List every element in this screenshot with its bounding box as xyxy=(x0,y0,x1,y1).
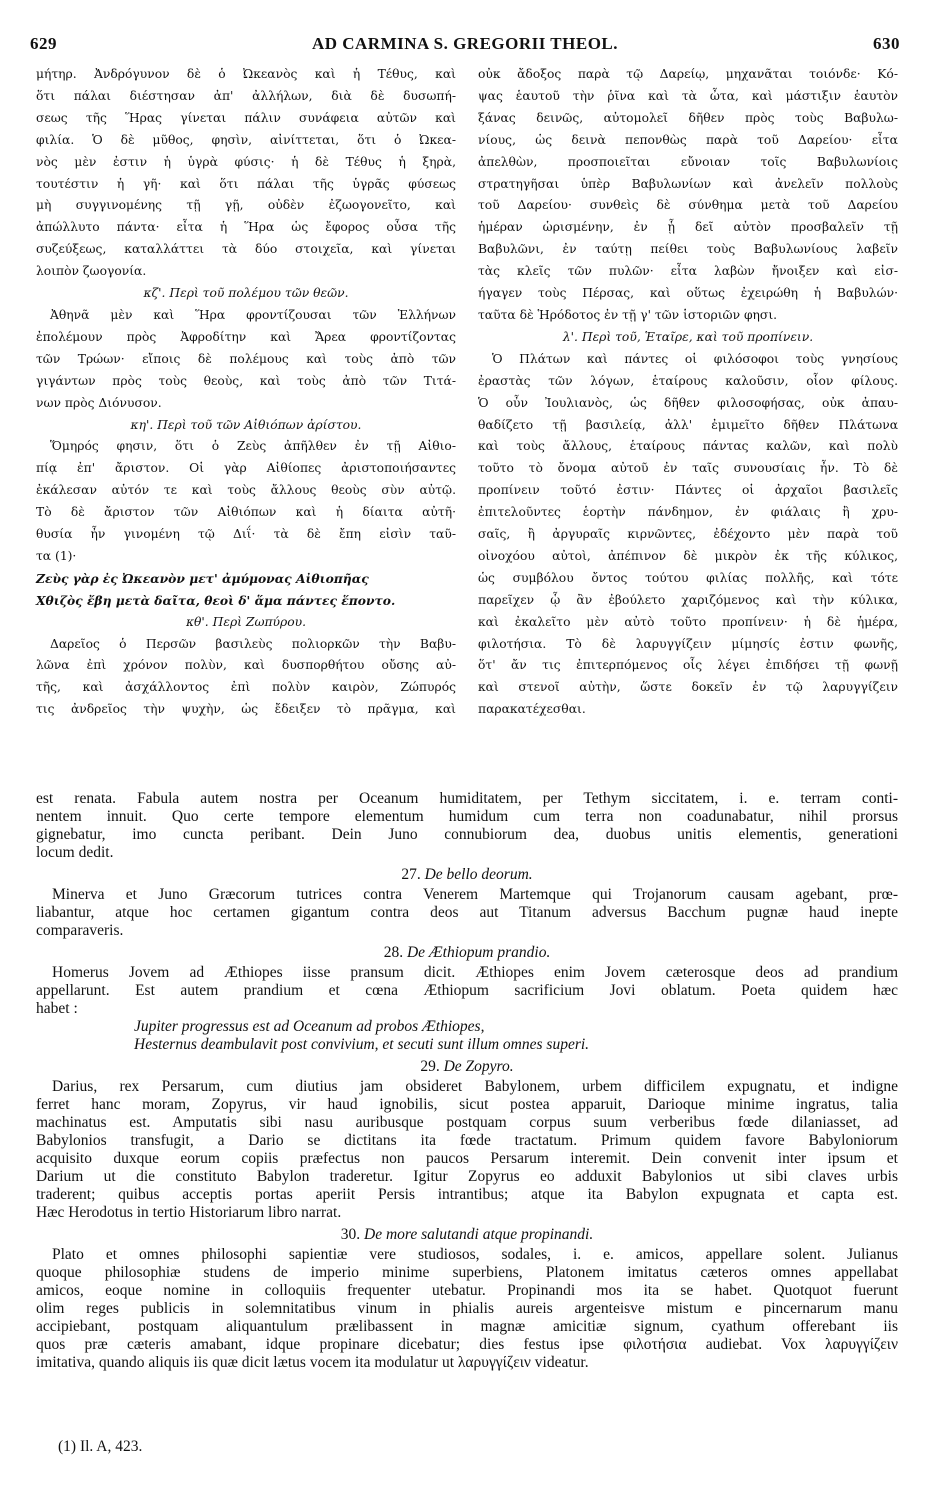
running-header xyxy=(30,34,900,58)
text-line: ὡς συμβόλου ὄντος τούτου φιλίας πολλῆς, καὶ τότε xyxy=(478,570,898,585)
text-line: στρατηγῆσαι ὑπὲρ Βαβυλωνίων καὶ ἀνελεῖν πολλοὺς xyxy=(478,176,898,191)
text-line: Δαρεῖος ὁ Περσῶν βασιλεὺς πολιορκῶν τὴν Βαβυ- xyxy=(50,636,456,651)
text-line: καὶ στενοῖ αὐτὴν, ὥστε δοκεῖν ἐν τῷ λαρυγγίζειν xyxy=(478,680,898,695)
text-line: οὐκ ἄδοξος παρὰ τῷ Δαρείῳ, μηχανᾶται τοιόνδε· Κό- xyxy=(478,67,898,81)
text-line: πίᾳ ἐπ' ἄριστον. Οἱ γὰρ Αἰθίοπες ἀριστοποιήσαντες xyxy=(36,461,456,476)
text-line: Plato et omnes philosophi sapientiæ vere studiosos, sodales, i. e. amicos, appellare solent. Julianus xyxy=(52,1246,898,1263)
text-line: ὅτ' ἄν τις ἐπιτερπόμενος οἷς λέγει ἐπιδήσει τῇ φωνῇ xyxy=(478,658,898,673)
text-line: παρεῖχεν ᾧ ἂν ἐβούλετο χαριζόμενος καὶ τὴν κύλικα, xyxy=(478,592,898,607)
text-line: τα (1)· xyxy=(36,548,77,563)
text-line: habet : xyxy=(36,1000,78,1017)
text-line: ταῦτα δὲ Ἡρόδοτος ἐν τῇ γ' τῶν ἱστοριῶν φησι. xyxy=(478,307,778,322)
text-line: Darius, rex Persarum, cum diutius jam obsideret Babylonem, urbem difficilem expugnatu, et indigne xyxy=(52,1078,898,1095)
footnote: (1) Il. A, 423. xyxy=(58,1438,143,1455)
text-line: Babylonios transfugit, a Dario se dictitans ita fœde tractatum. Primum quidem favore Babyloniorum xyxy=(36,1132,898,1149)
text-line: liabantur, atque hoc certamen gigantum contra deos aut Titanum adversus Bacchum pugnæ haud inepte xyxy=(36,904,898,921)
text-line: Ἀθηνᾶ μὲν καὶ Ἥρα φροντίζουσαι τῶν Ἑλλήνων xyxy=(50,307,456,322)
text-line: καὶ ἐκαλεῖτο μὲν αὐτὸ τοῦτο προπίνειν· ἡ δὲ ἡμέρα, xyxy=(478,614,898,629)
text-line: Minerva et Juno Græcorum tutrices contra Venerem Martemque qui Trojanorum causam agebant, prœ- xyxy=(52,886,898,903)
text-line: nentem innuit. Quo certe tempore elementum humidum cum terra non coadunabatur, nihil prorsus xyxy=(36,808,898,825)
section-title: De more salutandi atque propinandi. xyxy=(364,1226,594,1243)
text-line: Τὸ δὲ ἄριστον τῶν Αἰθιόπων καὶ ἡ δίαιτα αὐτῆ· xyxy=(36,505,456,520)
text-line: ψας ἑαυτοῦ τὴν ῥῖνα καὶ τὰ ὦτα, καὶ μάστιξιν ἑαυτὸν xyxy=(478,88,898,103)
verse-line: Hesternus deambulavit post convivium, et secuti sunt illum omnes superi. xyxy=(134,1036,590,1053)
text-line: γιγάντων πρὸς τοὺς θεοὺς, καὶ τοὺς ἀπὸ τῶν Τιτά- xyxy=(36,373,456,388)
text-line: φιλία. Ὁ δὲ μῦθος, φησὶν, αἰνίττεται, ὅτι ὁ Ὠκεα- xyxy=(36,132,456,147)
text-line: acquisito duxque eorum copiis præfectus non paucos Persarum interemit. Dein convenit inter ipsum et xyxy=(36,1150,898,1167)
text-line: imitativa, quando aliquis iis quæ dicit lætus vocem ita modulatur ut λαρυγγίζειν videatur. xyxy=(36,1354,589,1371)
text-line: ἀπώλλυτο πάντα· εἶτα ἡ Ἥρα ὡς ἔφορος οὖσα τῆς xyxy=(36,220,456,235)
text-line: τοῦτο τὸ ὄνομα αὐτοῦ ἐν ταῖς συνουσίαις ἦν. Τὸ δὲ xyxy=(478,461,898,476)
text-line: est renata. Fabula autem nostra per Oceanum humiditatem, per Tethym siccitatem, i. e. terram conti- xyxy=(36,790,898,807)
running-title: AD CARMINA S. GREGORII THEOL. xyxy=(311,34,619,53)
page-number-left: 629 xyxy=(30,34,57,53)
text-line: θαδίζετο τῇ βασιλείᾳ, ἀλλ' ἐμιμεῖτο δῆθεν Πλάτωνα xyxy=(478,417,898,432)
text-line: Ὅμηρός φησιν, ὅτι ὁ Ζεὺς ἀπῆλθεν ἐν τῇ Αἰθιο- xyxy=(50,439,456,454)
text-line: μήτηρ. Ἀνδρόγυνον δὲ ὁ Ὠκεανὸς καὶ ἡ Τέθυς, καὶ xyxy=(36,67,456,81)
section-heading xyxy=(36,944,898,962)
text-line: quoque philosophiæ studens de imperio minime superbiens, Platonem imitatus cæteros omnes appellabat xyxy=(36,1264,898,1281)
text-line: ἐκάλεσαν αὐτόν τε καὶ τοὺς ἄλλους θεοὺς σὺν αὐτῷ. xyxy=(36,483,456,498)
section-heading xyxy=(36,866,898,884)
text-line: quos præ cæteris amabant, idque propinare dicebatur; dies festus ipse φιλοτήσια audiebat. Vox λαρυγγίζειν xyxy=(36,1336,898,1353)
text-line: olim reges publicis in solemnitatibus vinum in phialis aureis argenteisve mistum e pincernarum manu xyxy=(36,1300,898,1317)
text-line: ἀπελθὼν, προσποιεῖται εὔνοιαν τοῖς Βαβυλωνίοις xyxy=(478,154,898,169)
text-line: machinatus est. Amputatis sibi nasu auribusque postquam corpus suum verberibus fœde dilaniasset, ad xyxy=(36,1114,898,1131)
section-number: 28. xyxy=(383,944,404,961)
text-line: ξάνας δεινῶς, αὐτομολεῖ δῆθεν πρὸς τοὺς Βαβυλω- xyxy=(478,110,898,125)
text-line: θυσία ἦν γινομένη τῷ Διΐ· τὰ δὲ ἔπη εἰσὶν ταῦ- xyxy=(36,527,456,542)
text-line: locum dedit. xyxy=(36,844,114,861)
text-line: Homerus Jovem ad Æthiopes iisse pransum dicit. Æthiopes enim Jovem cæterosque deos ad prandium xyxy=(52,964,898,981)
section-title: De bello deorum. xyxy=(424,866,533,883)
text-line: μὴ συγγινομένης τῇ γῇ, οὐδὲν ἐζωογονεῖτο, καὶ xyxy=(36,198,456,213)
section-heading: κη'. Περὶ τοῦ τῶν Αἰθιόπων ἀρίστου. xyxy=(130,417,362,432)
text-line: τουτέστιν ἡ γῆ· καὶ ὅτι πάλαι τῆς ὑγρᾶς φύσεως xyxy=(36,176,456,191)
text-line: σαῖς, ἢ ἀργυραῖς κιρνῶντες, ἐδέχοντο μὲν παρὰ τοῦ xyxy=(478,527,898,542)
text-line: amicos, eoque nomine in colloquiis frequenter utebatur. Propinandi mos ita se habet. Quotquot fuerunt xyxy=(36,1282,898,1299)
text-line: τις ἀνδρεῖος τὴν ψυχὴν, ὡς ἔδειξεν τὸ πρᾶγμα, καὶ xyxy=(36,702,456,717)
text-line: ἡμέραν ὡρισμένην, ἐν ᾗ δεῖ αὐτὸν προσβαλεῖν τῇ xyxy=(478,220,898,235)
text-line: comparaveris. xyxy=(36,922,124,939)
text-line: καὶ τοὺς ἄλλους, ἑταίρους πάντας καλῶν, καὶ πολὺ xyxy=(478,439,898,454)
text-line: προπίνειν τοῦτό ἐστιν· Πάντες οἱ ἀρχαῖοι βασιλεῖς xyxy=(478,483,898,498)
greek-column-right xyxy=(478,64,898,721)
section-title: De Æthiopum prandio. xyxy=(406,944,551,961)
page-number-right: 630 xyxy=(873,34,900,53)
text-line: Βαβυλῶνι, ἐν ταύτῃ πείθει τοὺς Βαβυλωνίους λαβεῖν xyxy=(478,242,898,257)
text-line: ὅτι πάλαι διέστησαν ἀπ' ἀλλήλων, διὰ δὲ δυσωπή- xyxy=(36,88,456,103)
text-line: Darium ut die constituto Babylon traderetur. Igitur Zopyrus eo adduxit Babylonios ut sibi claves urbis xyxy=(36,1168,898,1185)
section-heading xyxy=(36,1226,898,1244)
text-line: λῶνα ἐπὶ χρόνον πολὺν, καὶ δυσπορθήτου οὔσης αὐ- xyxy=(36,658,456,673)
section-title: De Zopyro. xyxy=(443,1058,514,1075)
section-heading: κζ'. Περὶ τοῦ πολέμου τῶν θεῶν. xyxy=(143,286,349,301)
text-line: gignebatur, imo cuncta peribant. Dein Juno connubiorum dea, duobus unitis elementis, generationi xyxy=(36,826,898,843)
section-number: 27. xyxy=(401,866,421,883)
verse-line: Jupiter progressus est ad Oceanum ad probos Æthiopes, xyxy=(134,1018,485,1035)
text-line: ἐραστὰς τῶν λόγων, ἑταίρους καλοῦσιν, οἷον φίλους. xyxy=(478,373,898,388)
section-number: 29. xyxy=(420,1058,440,1075)
text-line: Ὁ οὖν Ἰουλιανὸς, ὡς δῆθεν φιλοσοφήσας, οὐκ ἀπαυ- xyxy=(478,395,898,410)
text-line: νων πρὸς Διόνυσον. xyxy=(36,395,162,410)
text-line: Ὁ Πλάτων καὶ πάντες οἱ φιλόσοφοι τοὺς γνησίους xyxy=(492,351,898,366)
section-heading: κθ'. Περὶ Ζωπύρου. xyxy=(185,614,307,629)
text-line: φιλοτήσια. Τὸ δὲ λαρυγγίζειν μίμησίς ἐστιν φωνῆς, xyxy=(478,636,898,651)
text-line: accipiebant, postquam aliquantulum prælibassent in magnæ amicitiæ signum, cyathum offerebant iis xyxy=(36,1318,898,1335)
text-line: συζεύξεως, καταλλάττει τὰ δύο στοιχεῖα, καὶ γίνεται xyxy=(36,242,456,257)
text-line: οἰνοχόου αὐτοὶ, ἀπέπινον δὲ μικρὸν ἐκ τῆς κύλικος, xyxy=(478,548,898,563)
section-heading: λ'. Περὶ τοῦ, Ἑταῖρε, καὶ τοῦ προπίνειν. xyxy=(562,329,814,344)
text-line: τοῦ Δαρείου· συνθεὶς δὲ σύνθημα μετὰ τοῦ Δαρείου xyxy=(478,198,898,213)
text-line: Χθιζὸς ἔβη μετὰ δαῖτα, θεοὶ δ' ἅμα πάντες ἕποντο. xyxy=(36,592,396,608)
greek-text-block xyxy=(36,64,898,774)
text-line: Hæc Herodotus in tertio Historiarum libro narrat. xyxy=(36,1204,342,1221)
text-line: τῶν Τρώων· εἴποις δὲ πολέμους καὶ τοὺς ἀπὸ τῶν xyxy=(36,351,456,366)
text-line: τὰς κλεῖς τῶν πυλῶν· εἶτα λαβὼν ἤνοιξεν καὶ εἰσ- xyxy=(478,264,898,279)
text-line: νίους, ὡς δεινὰ πεπονθὼς παρὰ τοῦ Δαρείου· εἶτα xyxy=(478,132,898,147)
greek-column-left xyxy=(36,64,456,721)
text-line: appellarunt. Est autem prandium et cœna Æthiopum sacrificium Jovi oblatum. Poeta quidem hæc xyxy=(36,982,898,999)
section-number: 30. xyxy=(340,1226,361,1243)
text-line: ήγαγεν τοὺς Πέρσας, καὶ οὕτως ἐχειρώθη ἡ Βαβυλών· xyxy=(478,286,898,301)
text-line: σεως τῆς Ἥρας γίνεται πάλιν συνάφεια αὐτῶν καὶ xyxy=(36,110,456,125)
text-line: traderent; quibus acceptis portas aperiit Persis intrantibus; atque ita Babylon expugnata et capta est. xyxy=(36,1186,898,1203)
text-line: νὸς μὲν ἐστιν ἡ ὑγρὰ φύσις· ἡ δὲ Τέθυς ἡ ξηρὰ, xyxy=(36,154,456,169)
text-line: παρακατέχεσθαι. xyxy=(478,702,586,717)
text-line: ferret hanc moram, Zopyrus, vir haud ignobilis, sicut postea apparuit, Darioque minime ingratus, talia xyxy=(36,1096,898,1113)
text-line: τῆς, καὶ ἀσχάλλοντος ἐπὶ πολὺν καιρὸν, Ζώπυρός xyxy=(36,680,456,695)
text-line: ἐπιτελοῦντες ἑορτὴν πάνδημον, ἐν φιάλαις ἢ χρυ- xyxy=(478,505,898,520)
section-heading xyxy=(36,1058,898,1076)
text-line: Ζεὺς γὰρ ἐς Ὠκεανὸν μετ' ἀμύμονας Αἰθιοπῆας xyxy=(36,570,369,586)
text-line: λοιπὸν ζωογονία. xyxy=(36,264,147,279)
text-line: ἐπολέμουν πρὸς Ἀφροδίτην καὶ Ἄρεα φροντίζοντας xyxy=(36,329,456,344)
latin-translation xyxy=(36,790,898,1372)
